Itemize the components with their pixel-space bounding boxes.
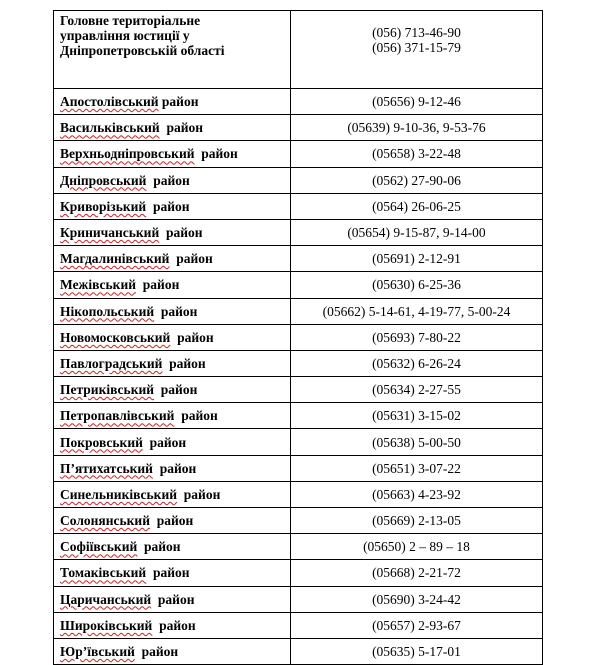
table-row: [54, 219, 543, 245]
district-name: Солонянський: [60, 513, 150, 529]
district-name: Новомосковський: [60, 329, 171, 345]
table-row: [54, 429, 543, 455]
district-name: Криничанський: [60, 225, 160, 241]
district-phone: (05690) 3-24-42: [291, 586, 543, 612]
district-suffix: район: [142, 434, 187, 450]
district-name: Апостолівський: [60, 94, 159, 110]
district-suffix: район: [136, 277, 180, 293]
header-row: [54, 11, 543, 89]
district-name-cell: [54, 429, 291, 455]
district-phone: (05663) 4-23-92: [291, 481, 543, 507]
district-suffix: район: [170, 329, 214, 345]
district-suffix: район: [194, 146, 238, 162]
district-suffix: район: [152, 617, 196, 633]
table-row: [54, 167, 543, 193]
district-name-cell: [54, 219, 291, 245]
district-name-cell: [54, 324, 291, 350]
table-row: [54, 586, 543, 612]
district-phone: (05631) 3-15-02: [291, 403, 543, 429]
district-suffix: район: [151, 591, 195, 607]
district-name-cell: [54, 89, 291, 115]
district-name-cell: [54, 115, 291, 141]
district-name: Магдалинівський: [60, 251, 170, 267]
district-name: Петропавлівський: [60, 408, 175, 424]
district-suffix: район: [154, 382, 198, 398]
district-phone: (05638) 5-00-50: [291, 429, 543, 455]
table-row: [54, 377, 543, 403]
district-phone: (05691) 2-12-91: [291, 246, 543, 272]
district-name: Павлоградський: [60, 355, 163, 371]
district-phone: (05669) 2-13-05: [291, 508, 543, 534]
table-row: [54, 141, 543, 167]
table-row: [54, 89, 543, 115]
table-row: [54, 534, 543, 560]
table-row: [54, 403, 543, 429]
district-name: Синельниківський: [60, 486, 178, 502]
district-phone: (05658) 3-22-48: [291, 141, 543, 167]
district-name-cell: [54, 272, 291, 298]
district-phone: (05650) 2 – 89 – 18: [291, 534, 543, 560]
table-row: [54, 508, 543, 534]
district-name: П’ятихатський: [60, 460, 153, 476]
district-phone: (05657) 2-93-67: [291, 612, 543, 638]
district-name-cell: [54, 534, 291, 560]
district-suffix: район: [137, 539, 181, 555]
district-name: Васильківський: [60, 120, 160, 136]
district-name: Нікопольський: [60, 303, 155, 319]
district-phone: (0564) 26-06-25: [291, 193, 543, 219]
district-suffix: район: [162, 355, 206, 371]
table-row: [54, 298, 543, 324]
header-phones: [291, 11, 543, 89]
table-row: [54, 560, 543, 586]
table-row: [54, 324, 543, 350]
district-name-cell: [54, 612, 291, 638]
table-row: [54, 115, 543, 141]
header-name-line: Головне територіальне: [60, 13, 201, 28]
table-row: [54, 246, 543, 272]
district-name-cell: [54, 246, 291, 272]
district-name: Покровський: [60, 434, 143, 450]
header-phone: (056) 371-15-79: [372, 40, 461, 55]
table-row: [54, 272, 543, 298]
district-phone: (05635) 5-17-01: [291, 638, 543, 664]
district-name-cell: [54, 455, 291, 481]
district-name: Софіївський: [60, 539, 138, 555]
district-name-cell: [54, 298, 291, 324]
district-suffix: район: [159, 225, 203, 241]
district-suffix: район: [158, 94, 199, 110]
district-suffix: район: [146, 198, 190, 214]
district-phone: (05639) 9-10-36, 9-53-76: [291, 115, 543, 141]
district-name: Криворізький: [60, 198, 147, 214]
district-suffix: район: [177, 486, 221, 502]
table-row: [54, 350, 543, 376]
district-name-cell: [54, 560, 291, 586]
table-row: [54, 638, 543, 664]
district-name-cell: [54, 350, 291, 376]
header-office-name: [54, 11, 291, 89]
district-name-cell: [54, 377, 291, 403]
district-suffix: район: [146, 565, 190, 581]
district-phone: (05651) 3-07-22: [291, 455, 543, 481]
district-suffix: район: [159, 120, 204, 136]
district-phone: (05630) 6-25-36: [291, 272, 543, 298]
district-suffix: район: [174, 408, 218, 424]
district-phone: (05656) 9-12-46: [291, 89, 543, 115]
district-phone: (05634) 2-27-55: [291, 377, 543, 403]
district-suffix: район: [134, 644, 179, 660]
district-name: Дніпровський: [60, 172, 147, 188]
table-row: [54, 612, 543, 638]
district-suffix: район: [146, 172, 190, 188]
district-name: Юр’ївський: [60, 644, 135, 660]
district-phone: (0562) 27-90-06: [291, 167, 543, 193]
district-name: Широківський: [60, 617, 153, 633]
district-name-cell: [54, 508, 291, 534]
district-phone: (05668) 2-21-72: [291, 560, 543, 586]
table-row: [54, 455, 543, 481]
contact-table-body: [54, 11, 543, 665]
district-name: Томаківський: [60, 565, 147, 581]
district-phone: (05693) 7-80-22: [291, 324, 543, 350]
district-name: Верхньодніпровський: [60, 146, 195, 162]
district-name-cell: [54, 167, 291, 193]
district-name-cell: [54, 141, 291, 167]
header-name-line: Дніпропетровській області: [60, 43, 225, 58]
district-phone: (05632) 6-26-24: [291, 350, 543, 376]
header-name-line: управління юстиції у: [60, 28, 190, 43]
district-suffix: район: [154, 303, 198, 319]
district-name-cell: [54, 638, 291, 664]
table-row: [54, 193, 543, 219]
table-row: [54, 481, 543, 507]
district-name-cell: [54, 193, 291, 219]
district-suffix: район: [152, 460, 197, 476]
district-name-cell: [54, 403, 291, 429]
district-phone: (05654) 9-15-87, 9-14-00: [291, 219, 543, 245]
contact-table: [53, 10, 543, 665]
district-name-cell: [54, 481, 291, 507]
district-name-cell: [54, 586, 291, 612]
district-suffix: район: [149, 513, 194, 529]
district-suffix: район: [169, 251, 213, 267]
header-phone: (056) 713-46-90: [372, 25, 461, 40]
district-name: Межівський: [60, 277, 137, 293]
district-name: Царичанський: [60, 591, 152, 607]
district-name: Петриківський: [60, 382, 155, 398]
district-phone: (05662) 5-14-61, 4-19-77, 5-00-24: [291, 298, 543, 324]
